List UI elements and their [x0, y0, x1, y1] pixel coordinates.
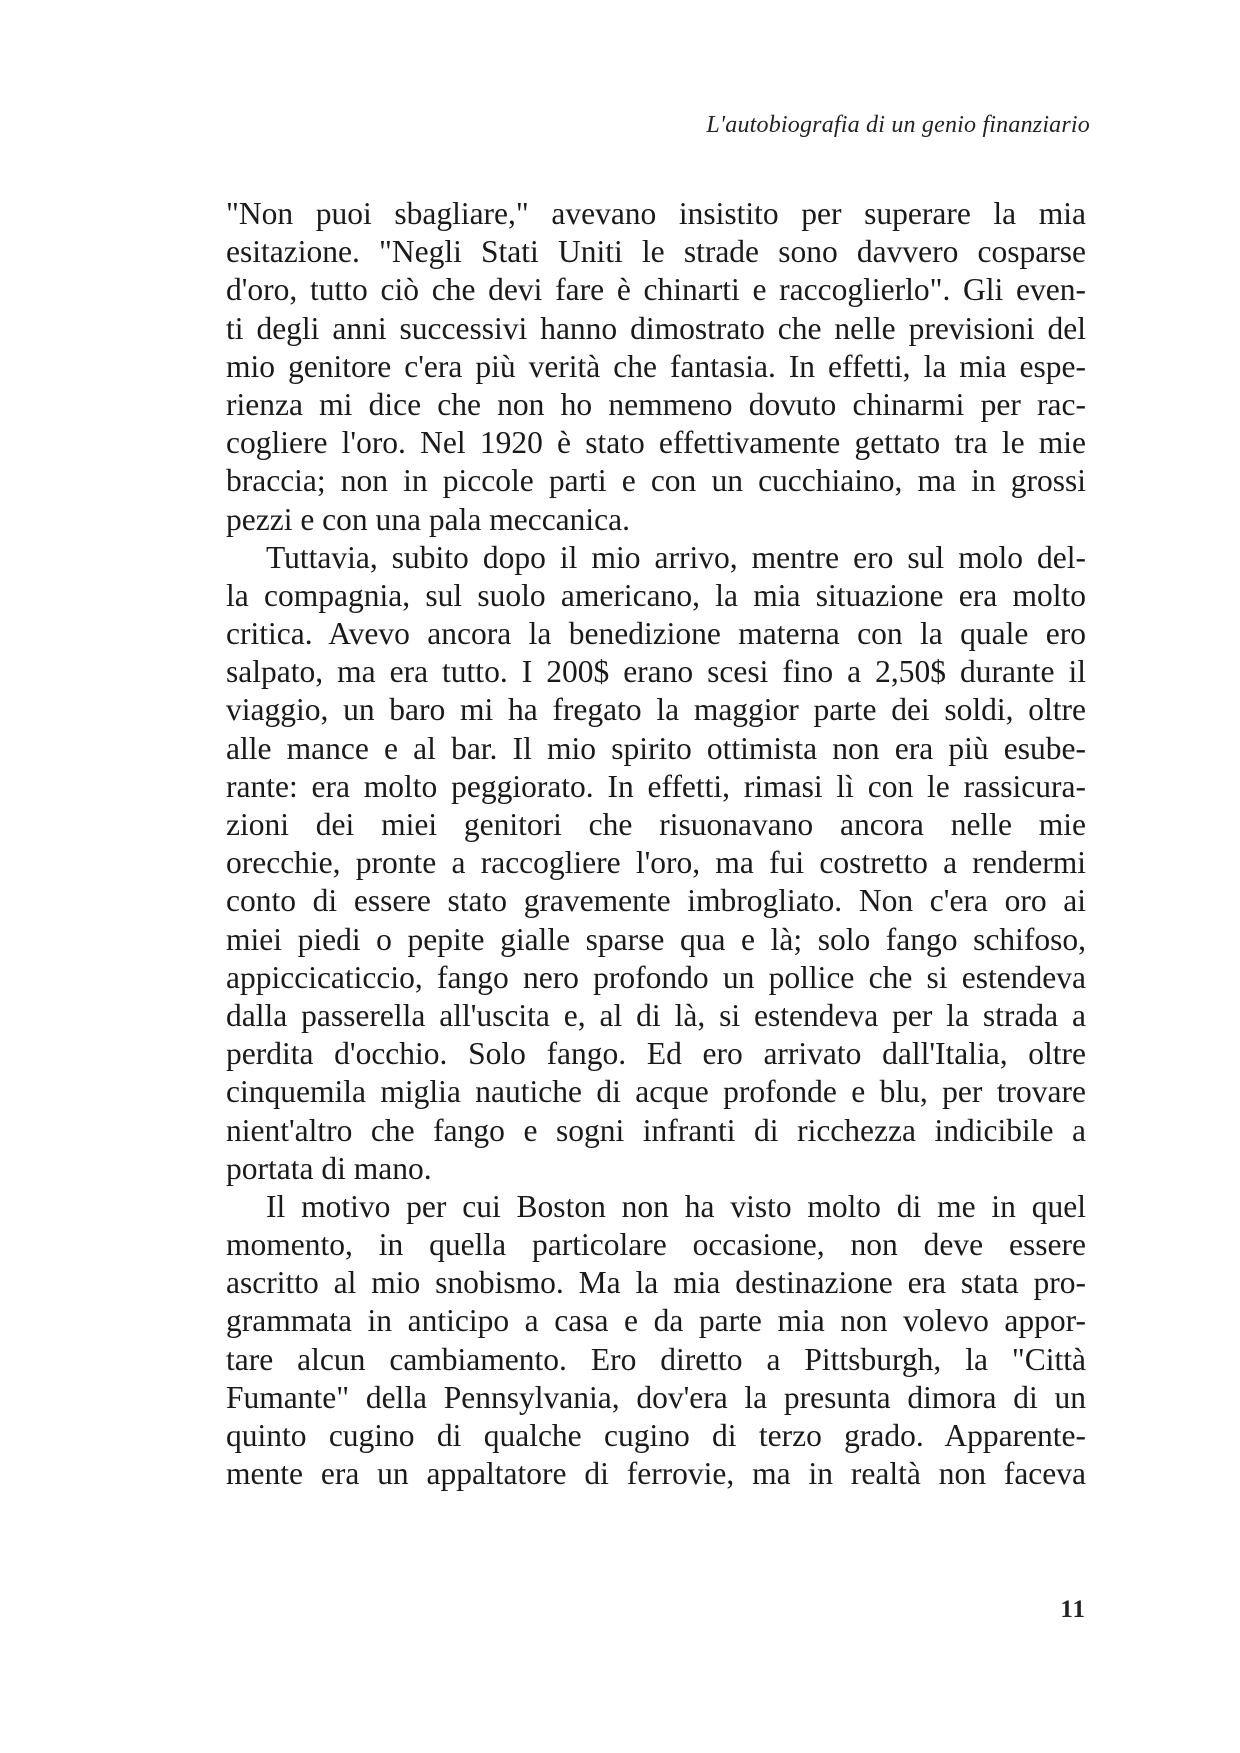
text-line: grammata in anticipo a casa e da parte mia non volevo appor-	[226, 1303, 1086, 1339]
page-number: 11	[1060, 1596, 1086, 1623]
text-line: ascritto al mio snobismo. Ma la mia destinazione era stata pro-	[226, 1265, 1086, 1301]
text-line: mio genitore c'era più verità che fantasia. In effetti, la mia espe-	[226, 348, 1086, 384]
text-line: conto di essere stato gravemente imbrogliato. Non c'era oro ai	[226, 883, 1086, 919]
text-line: perdita d'occhio. Solo fango. Ed ero arrivato dall'Italia, oltre	[226, 1036, 1086, 1072]
text-line: ti degli anni successivi hanno dimostrato che nelle previsioni del	[226, 310, 1086, 346]
text-line: braccia; non in piccole parti e con un cucchiaino, ma in grossi	[226, 463, 1086, 499]
text-line: d'oro, tutto ciò che devi fare è chinarti e raccoglierlo". Gli even-	[226, 272, 1086, 308]
text-line: Fumante" della Pennsylvania, dov'era la presunta dimora di un	[226, 1379, 1086, 1415]
text-line: mente era un appaltatore di ferrovie, ma in realtà non faceva	[226, 1456, 1086, 1492]
text-line: orecchie, pronte a raccogliere l'oro, ma fui costretto a rendermi	[226, 845, 1086, 881]
text-line: portata di mano.	[226, 1150, 432, 1186]
text-line: nient'altro che fango e sogni infranti di ricchezza indicibile a	[226, 1112, 1086, 1148]
text-line: "Non puoi sbagliare," avevano insistito per superare la mia	[226, 196, 1086, 231]
text-line: tare alcun cambiamento. Ero diretto a Pittsburgh, la "Città	[226, 1341, 1086, 1377]
text-line: miei piedi o pepite gialle sparse qua e là; solo fango schifoso,	[226, 921, 1086, 957]
text-line: cinquemila miglia nautiche di acque profonde e blu, per trovare	[226, 1074, 1086, 1110]
running-header-title: L'autobiografia di un genio finanziario	[706, 112, 1090, 138]
text-line: pezzi e con una pala meccanica.	[226, 501, 630, 537]
text-line: cogliere l'oro. Nel 1920 è stato effettivamente gettato tra le mie	[226, 425, 1086, 461]
text-line: Tuttavia, subito dopo il mio arrivo, mentre ero sul molo del-	[266, 539, 1086, 575]
text-line: rienza mi dice che non ho nemmeno dovuto chinarmi per rac-	[226, 386, 1086, 422]
text-line: appiccicaticcio, fango nero profondo un pollice che si estendeva	[226, 959, 1086, 995]
text-line: momento, in quella particolare occasione, non deve essere	[226, 1227, 1086, 1263]
text-line: esitazione. "Negli Stati Uniti le strade sono davvero cosparse	[226, 234, 1086, 270]
text-line: zioni dei miei genitori che risuonavano ancora nelle mie	[226, 807, 1086, 842]
text-line: dalla passerella all'uscita e, al di là, si estendeva per la strada a	[226, 997, 1086, 1033]
text-line: critica. Avevo ancora la benedizione materna con la quale ero	[226, 616, 1086, 652]
text-line: viaggio, un baro mi ha fregato la maggior parte dei soldi, oltre	[226, 692, 1086, 728]
text-line: Il motivo per cui Boston non ha visto molto di me in quel	[266, 1188, 1086, 1224]
body-text	[226, 195, 1086, 1493]
text-line: la compagnia, sul suolo americano, la mia situazione era molto	[226, 577, 1086, 613]
text-line: salpato, ma era tutto. I 200$ erano scesi fino a 2,50$ durante il	[226, 654, 1086, 690]
text-line: rante: era molto peggiorato. In effetti, rimasi lì con le rassicura-	[226, 768, 1086, 804]
text-line: alle mance e al bar. Il mio spirito ottimista non era più esube-	[226, 730, 1086, 766]
text-line: quinto cugino di qualche cugino di terzo grado. Apparente-	[226, 1418, 1086, 1453]
